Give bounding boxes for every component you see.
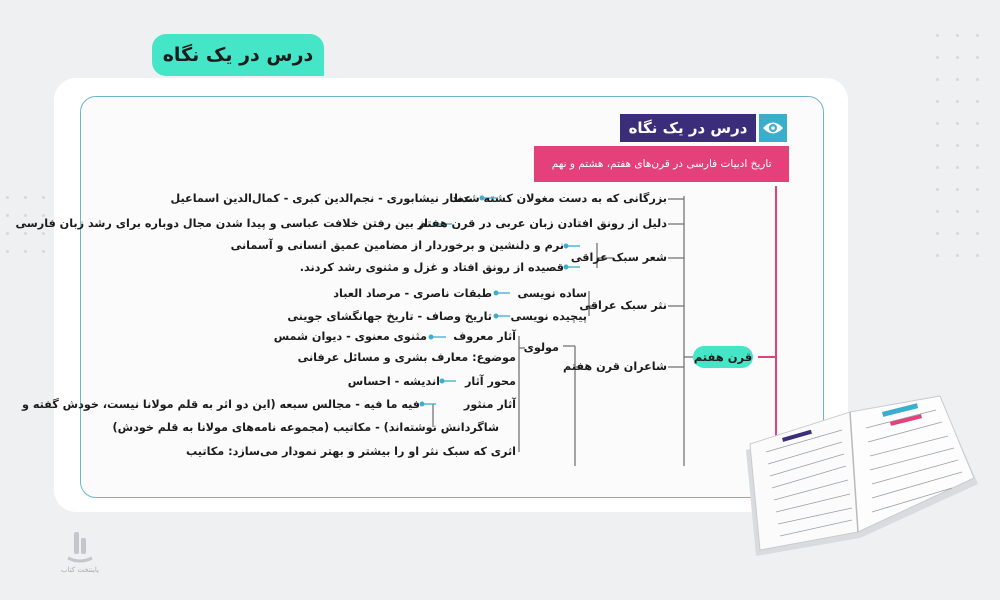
- leaf-famous-works: مثنوی معنوی - دیوان شمس: [273, 330, 427, 343]
- leaf-arabic-decline: از بین رفتن خلافت عباسی و پیدا شدن مجال دوباره برای رشد زبان فارسی: [15, 217, 428, 230]
- label-axis: محور آثار: [464, 375, 516, 388]
- leaf-poetry-forms: قصیده از رونق افتاد و غزل و مثنوی رشد کردند.: [299, 261, 564, 274]
- leaf-axis: اندیشه - احساس: [347, 375, 440, 388]
- node-iraqi-prose: نثر سبک عراقی: [579, 299, 667, 312]
- node-molavi: مولوی: [523, 341, 559, 354]
- leaf-simple-works: طبقات ناصری - مرصاد العباد: [333, 287, 492, 300]
- open-book-icon: [742, 388, 982, 558]
- leaf-complex-works: تاریخ وصاف - تاریخ جهانگشای جوینی: [287, 310, 492, 323]
- node-simple-writing: ساده نویسی: [517, 287, 587, 300]
- leaf-mongol-victims: عطار نیشابوری - نجم‌الدین کبری - کمال‌الدین اسماعیل: [170, 192, 472, 205]
- top-tab-title: درس در یک نگاه: [152, 34, 324, 76]
- brand-logo-text: پاینتخت کتاب: [60, 566, 100, 574]
- leaf-prose-works-line1: فیه ما فیه - مجالس سبعه (این دو اثر به قلم مولانا نیست، خودش گفته و: [21, 398, 420, 411]
- node-seventh-century-poets: شاعران قرن هفتم: [563, 360, 667, 373]
- node-complex-writing: پیچیده نویسی: [510, 310, 587, 323]
- label-famous-works: آثار معروف: [453, 330, 516, 343]
- root-node: قرن هفتم: [693, 346, 753, 368]
- leaf-poetry-style: نرم و دلنشین و برخوردار از مضامین عمیق انسانی و آسمانی: [230, 239, 564, 252]
- label-prose-works: آثار منثور: [463, 398, 516, 411]
- subtitle-text: تاریخ ادبیات فارسی در قرن‌های هفتم، هشتم و نهم: [551, 157, 772, 170]
- node-arabic-decline: دلیل از رونق افتادن زبان عربی در قرن هفتم: [418, 217, 667, 230]
- lesson-title: درس در یک نگاه: [620, 114, 756, 142]
- node-iraqi-poetry: شعر سبک عراقی: [570, 251, 667, 264]
- node-mongol-victims: بزرگانی که به دست مغولان کشته شدند: [451, 192, 667, 205]
- leaf-iraqi-prose-example: اثری که سبک نثر او را بیشتر و بهتر نمودار می‌سازد: مکاتیب: [185, 445, 516, 458]
- brand-logo-icon: [60, 528, 100, 568]
- leaf-prose-works-line2: شاگردانش نوشته‌اند) - مکاتیب (مجموعه نامه‌های مولانا به قلم خودش): [112, 421, 499, 434]
- leaf-topic: موضوع: معارف بشری و مسائل عرفانی: [297, 351, 516, 364]
